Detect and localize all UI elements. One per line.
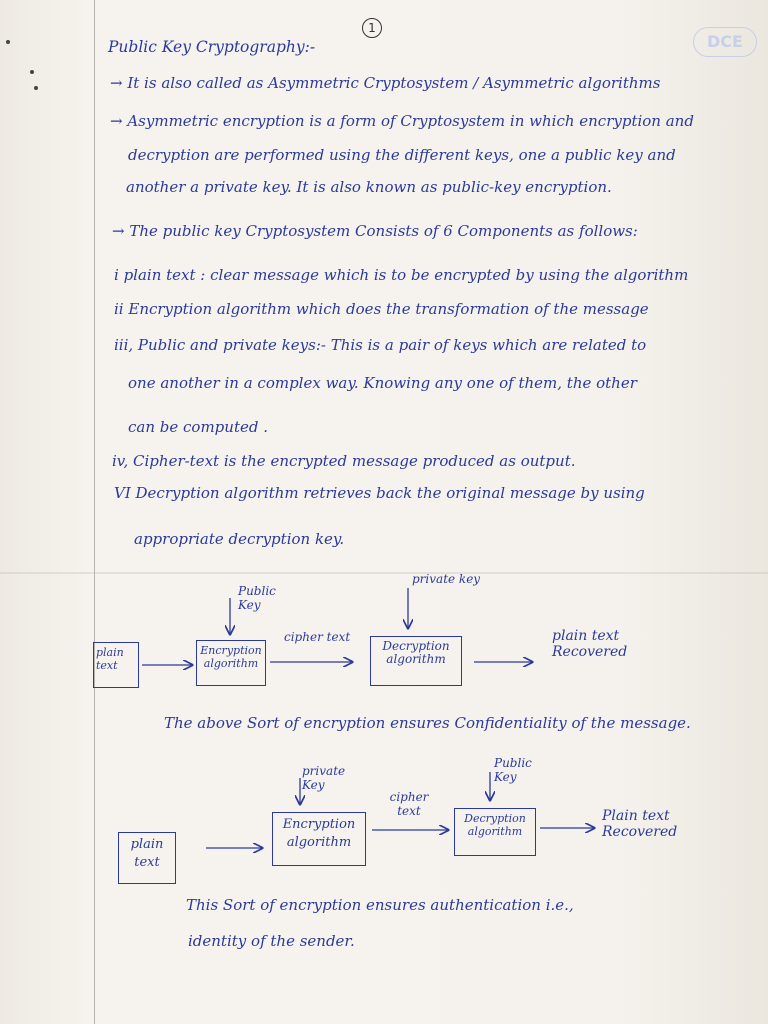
decryption-algorithm-box: Decryption algorithm [370, 636, 462, 686]
encryption-algorithm-box: Encryption algorithm [272, 812, 366, 866]
page-number: 1 [362, 18, 382, 38]
authentication-note-line2: identity of the sender. [188, 932, 355, 950]
text-line: can be computed . [128, 418, 268, 436]
public-key-label: Public Key [494, 756, 532, 784]
text-line: → The public key Cryptosystem Consists of 6 Components as follows: [112, 222, 638, 240]
text-line: iv, Cipher-text is the encrypted message produced as output. [112, 452, 576, 470]
output-label: Plain text Recovered [602, 808, 678, 840]
text-line: decryption are performed using the different keys, one a public key and [128, 146, 676, 164]
text-line: → It is also called as Asymmetric Cryptosystem / Asymmetric algorithms [110, 74, 661, 92]
private-key-label: private Key [302, 764, 346, 792]
encryption-algorithm-box: Encryption algorithm [196, 640, 266, 686]
text-line: i plain text : clear message which is to be encrypted by using the algorithm [114, 266, 689, 284]
text-line: VI Decryption algorithm retrieves back the original message by using [114, 484, 645, 502]
authentication-note-line1: This Sort of encryption ensures authentication i.e., [186, 896, 574, 914]
text-line: ii Encryption algorithm which does the transformation of the message [114, 300, 649, 318]
cipher-text-label: cipher text [284, 630, 351, 644]
private-key-label: private key [412, 572, 481, 586]
plain-text-box: plain text [93, 642, 139, 688]
text-line: another a private key. It is also known as public-key encryption. [126, 178, 612, 196]
page-title: Public Key Cryptography:- [108, 38, 316, 56]
text-line: one another in a complex way. Knowing any one of them, the other [128, 374, 637, 392]
public-key-label: Public Key [238, 584, 276, 612]
output-label: plain text Recovered [552, 628, 628, 660]
cipher-text-label: cipher text [389, 790, 429, 818]
watermark-stamp: DCE [693, 27, 757, 57]
decryption-algorithm-box: Decryption algorithm [454, 808, 536, 856]
confidentiality-note: The above Sort of encryption ensures Confidentiality of the message. [164, 714, 691, 732]
text-line: appropriate decryption key. [134, 530, 345, 548]
text-line: → Asymmetric encryption is a form of Cryptosystem in which encryption and [110, 112, 694, 130]
plain-text-box: plain text [118, 832, 176, 884]
text-line: iii, Public and private keys:- This is a pair of keys which are related to [114, 336, 647, 354]
